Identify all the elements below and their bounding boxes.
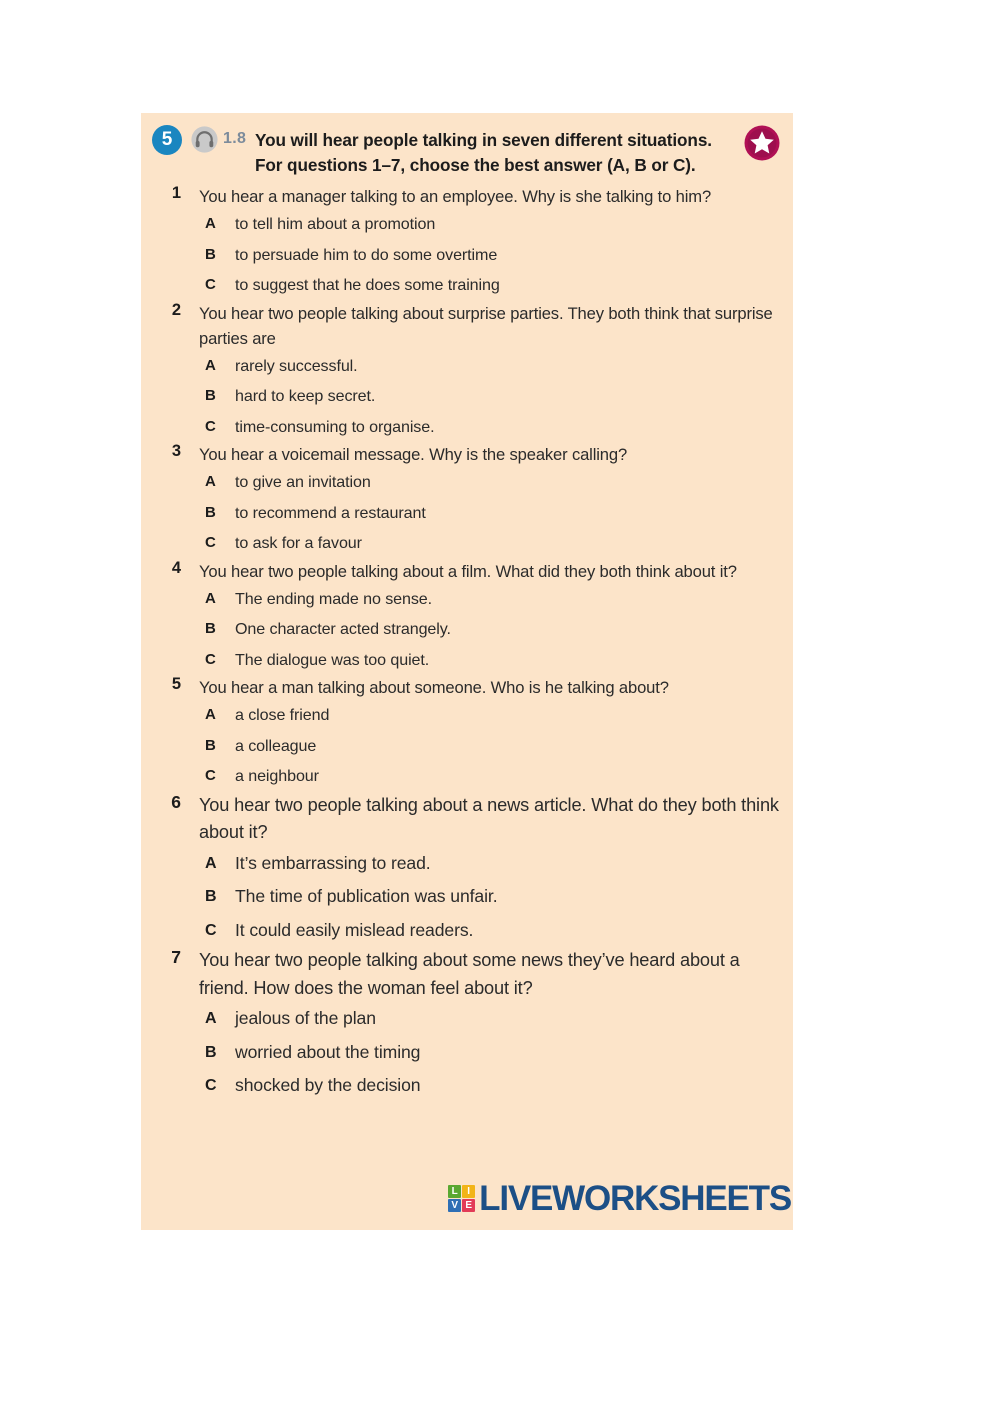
question-5: [151, 675, 783, 792]
liveworksheets-wordmark: LIVEWORKSHEETS: [479, 1179, 791, 1218]
option-letter: B: [205, 620, 216, 637]
option-a[interactable]: [199, 584, 783, 615]
option-letter: A: [205, 854, 217, 872]
option-text: worried about the timing: [235, 1041, 421, 1062]
question-stem: You hear two people talking about surprise parties. They both think that surprise parties are: [199, 303, 773, 348]
option-text: time-consuming to organise.: [235, 417, 435, 436]
question-1: [151, 184, 783, 301]
question-stem: You hear two people talking about some news they’ve heard about a friend. How does the woman feel about it?: [199, 950, 740, 998]
option-letter: A: [205, 473, 216, 490]
option-text: jealous of the plan: [235, 1008, 376, 1028]
question-4: [151, 559, 783, 676]
question-stem: You hear a manager talking to an employee. Why is she talking to him?: [199, 187, 712, 206]
audio-track-number: 1.8: [223, 130, 247, 147]
option-c[interactable]: [199, 761, 783, 792]
headphones-icon: [191, 126, 218, 153]
option-letter: C: [205, 276, 216, 293]
option-text: It could easily mislead readers.: [235, 919, 474, 940]
option-text: One character acted strangely.: [235, 620, 451, 638]
exercise-header: [141, 113, 793, 184]
option-letter: A: [205, 356, 216, 374]
option-text: It’s embarrassing to read.: [235, 852, 431, 873]
option-c[interactable]: [199, 528, 783, 559]
option-b[interactable]: [199, 880, 783, 914]
option-b[interactable]: [199, 1036, 783, 1070]
liveworksheets-mark-icon: [448, 1185, 475, 1212]
question-number: 2: [171, 300, 181, 319]
option-letter: B: [205, 888, 217, 905]
option-letter: C: [205, 534, 216, 551]
option-a[interactable]: [199, 467, 783, 498]
option-list: [199, 351, 783, 443]
option-list: [199, 467, 783, 559]
question-number: 6: [171, 791, 181, 812]
option-letter: B: [205, 736, 216, 754]
option-a[interactable]: [199, 847, 783, 881]
option-a[interactable]: [199, 700, 783, 731]
worksheet-panel: [141, 113, 793, 1230]
logo-cell-i: I: [462, 1185, 475, 1198]
option-text: a colleague: [235, 736, 317, 755]
question-number: 3: [171, 442, 181, 460]
question-list: [141, 184, 793, 1133]
option-text: to recommend a restaurant: [235, 503, 426, 522]
option-letter: C: [205, 417, 216, 435]
option-letter: B: [205, 503, 216, 521]
exercise-instruction: You will hear people talking in seven different situations. For questions 1–7, choose the best answer (A, B or C).: [255, 130, 712, 175]
option-c[interactable]: [199, 645, 783, 676]
option-c[interactable]: [199, 412, 783, 443]
option-b[interactable]: [199, 731, 783, 762]
option-text: a neighbour: [235, 767, 319, 785]
question-number: 4: [171, 558, 181, 577]
option-list: [199, 847, 783, 948]
liveworksheets-logo: [448, 1181, 791, 1216]
question-7: [151, 947, 783, 1103]
option-b[interactable]: [199, 381, 783, 412]
option-letter: A: [205, 589, 216, 607]
option-letter: A: [205, 215, 216, 232]
logo-cell-l: L: [448, 1185, 461, 1198]
logo-cell-e: E: [462, 1199, 475, 1212]
option-c[interactable]: [199, 1069, 783, 1103]
option-letter: B: [205, 245, 216, 263]
option-b[interactable]: [199, 240, 783, 271]
option-text: to suggest that he does some training: [235, 276, 500, 294]
option-text: to give an invitation: [235, 473, 371, 491]
option-letter: A: [205, 1010, 217, 1027]
question-3: [151, 442, 783, 559]
option-list: [199, 584, 783, 676]
option-letter: C: [205, 921, 217, 939]
question-number: 7: [171, 947, 181, 967]
option-a[interactable]: [199, 209, 783, 240]
question-number: 1: [171, 184, 181, 202]
option-letter: C: [205, 1077, 217, 1094]
option-letter: B: [205, 387, 216, 404]
question-number: 5: [171, 675, 181, 693]
question-6: [151, 792, 783, 948]
option-b[interactable]: [199, 614, 783, 645]
option-text: to ask for a favour: [235, 534, 362, 552]
logo-cell-v: V: [448, 1199, 461, 1212]
option-c[interactable]: [199, 270, 783, 301]
option-c[interactable]: [199, 914, 783, 948]
option-a[interactable]: [199, 1002, 783, 1036]
option-letter: B: [205, 1043, 217, 1061]
exercise-number-badge: 5: [152, 125, 182, 155]
option-letter: C: [205, 650, 216, 668]
star-icon: [744, 125, 780, 161]
option-list: [199, 1002, 783, 1103]
option-b[interactable]: [199, 498, 783, 529]
option-a[interactable]: [199, 351, 783, 382]
option-text: to persuade him to do some overtime: [235, 245, 498, 264]
question-stem: You hear a man talking about someone. Who is he talking about?: [199, 678, 669, 697]
question-stem: You hear two people talking about a film. What did they both think about it?: [199, 561, 737, 581]
option-letter: A: [205, 706, 216, 723]
option-text: to tell him about a promotion: [235, 215, 436, 233]
question-stem: You hear a voicemail message. Why is the speaker calling?: [199, 445, 628, 464]
option-letter: C: [205, 767, 216, 784]
option-text: The time of publication was unfair.: [235, 886, 498, 906]
option-text: a close friend: [235, 706, 330, 724]
option-text: The ending made no sense.: [235, 589, 433, 608]
option-text: shocked by the decision: [235, 1075, 421, 1095]
option-list: [199, 209, 783, 301]
option-text: hard to keep secret.: [235, 387, 376, 405]
question-stem: You hear two people talking about a news article. What do they both think about it?: [199, 794, 779, 842]
question-2: [151, 301, 783, 443]
option-list: [199, 700, 783, 792]
option-text: rarely successful.: [235, 356, 358, 375]
option-text: The dialogue was too quiet.: [235, 650, 430, 669]
